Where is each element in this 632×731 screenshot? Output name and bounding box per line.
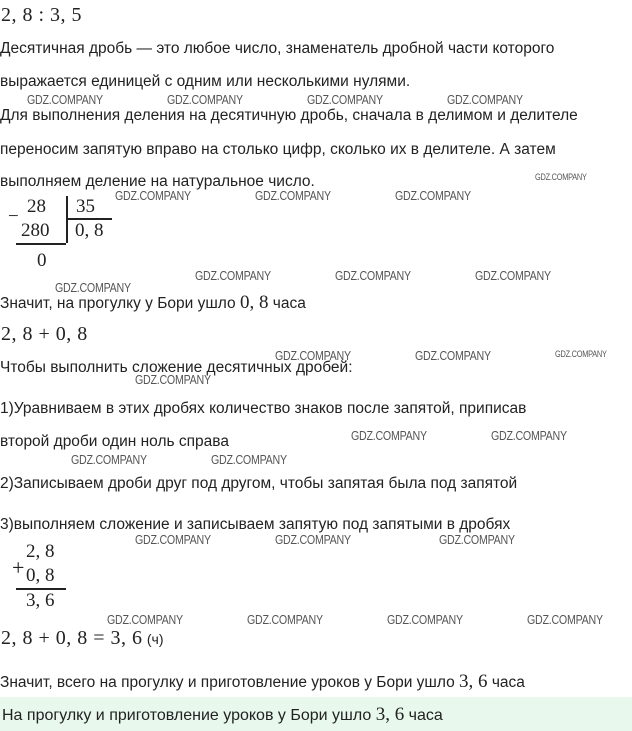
expression-total-unit: (ч) (146, 631, 164, 647)
division-dividend: 28 (27, 196, 46, 217)
addition-intro: Чтобы выполнить сложение десятичных дробей: (0, 359, 353, 376)
result-total-suffix: часа (491, 674, 525, 691)
watermark: GDZ.COMPANY (351, 428, 427, 443)
watermark: GDZ.COMPANY (415, 348, 491, 363)
answer-text (2, 704, 443, 726)
result-walk-suffix: часа (272, 295, 306, 312)
watermark: GDZ.COMPANY (535, 172, 587, 182)
watermark: GDZ.COMPANY (555, 349, 607, 359)
watermark: GDZ.COMPANY (71, 452, 147, 467)
expression-total (1, 627, 164, 650)
addition-step2: 2)Записываем дроби друг под другом, чтобы запятая была под запятой (0, 475, 518, 492)
addition-step3: 3)выполняем сложение и записываем запятую под запятыми в дробях (0, 516, 511, 533)
division-divisor-underline (66, 218, 112, 220)
watermark: GDZ.COMPANY (167, 92, 243, 107)
watermark: GDZ.COMPANY (211, 452, 287, 467)
addition-plus-sign: + (12, 555, 25, 580)
division-subtrahend: 280 (21, 220, 50, 241)
watermark: GDZ.COMPANY (387, 612, 463, 627)
watermark: GDZ.COMPANY (27, 92, 103, 107)
addition-term2: 0, 8 (26, 565, 55, 586)
watermark: GDZ.COMPANY (447, 92, 523, 107)
rule-decimal-line1: Десятичная дробь — это любое число, знаменатель дробной части которого (0, 40, 555, 57)
watermark: GDZ.COMPANY (527, 612, 603, 627)
addition-term1: 2, 8 (26, 541, 55, 562)
result-total-prefix: Значит, всего на прогулку и приготовление уроков у Бори ушло (0, 674, 455, 691)
addition-sum: 3, 6 (26, 590, 55, 611)
watermark: GDZ.COMPANY (491, 428, 567, 443)
watermark: GDZ.COMPANY (107, 612, 183, 627)
watermark: GDZ.COMPANY (247, 612, 323, 627)
result-walk-prefix: Значит, на прогулку у Бори ушло (0, 295, 236, 312)
watermark: GDZ.COMPANY (395, 188, 471, 203)
division-minus-sign: − (8, 206, 19, 227)
result-total-time (0, 671, 525, 693)
division-quotient: 0, 8 (75, 220, 104, 241)
division-vertical-bar (66, 196, 68, 243)
rule-decimal-line2: выражается единицей с одним или несколькими нулями. (0, 73, 411, 90)
result-total-value: 3, 6 (459, 671, 488, 692)
rule-division-line3: выполняем деление на натуральное число. (0, 173, 315, 190)
watermark: GDZ.COMPANY (255, 188, 331, 203)
addition-step1-line1: 1)Уравниваем в этих дробях количество знаков после запятой, приписав (0, 400, 527, 417)
answer-value: 3, 6 (375, 704, 405, 725)
watermark: GDZ.COMPANY (115, 188, 191, 203)
division-subtraction-line (16, 243, 66, 245)
answer-box (0, 697, 632, 731)
watermark: GDZ.COMPANY (275, 348, 351, 363)
addition-step1-line2: второй дроби один ноль справа (0, 433, 229, 450)
watermark: GDZ.COMPANY (135, 372, 211, 387)
watermark: GDZ.COMPANY (475, 268, 551, 283)
expression-division: 2, 8 : 3, 5 (1, 4, 83, 26)
expression-addition: 2, 8 + 0, 8 (1, 323, 88, 345)
answer-prefix: На прогулку и приготовление уроков у Бори ушло (2, 707, 372, 724)
result-walk-time (0, 292, 306, 314)
watermark: GDZ.COMPANY (307, 92, 383, 107)
rule-division-line1: Для выполнения деления на десятичную дробь, сначала в делимом и делителе (0, 107, 578, 124)
watermark: GDZ.COMPANY (275, 532, 351, 547)
watermark: GDZ.COMPANY (335, 268, 411, 283)
watermark: GDZ.COMPANY (55, 280, 131, 295)
watermark: GDZ.COMPANY (439, 532, 515, 547)
watermark: GDZ.COMPANY (195, 268, 271, 283)
expression-total-equation: 2, 8 + 0, 8 = 3, 6 (1, 627, 143, 649)
answer-suffix: часа (408, 707, 443, 724)
division-remainder: 0 (37, 250, 47, 271)
watermark: GDZ.COMPANY (135, 532, 211, 547)
division-divisor: 35 (76, 196, 95, 217)
result-walk-value: 0, 8 (239, 292, 269, 313)
rule-division-line2: переносим запятую вправо на столько цифр, сколько их в делителе. А затем (0, 141, 556, 158)
